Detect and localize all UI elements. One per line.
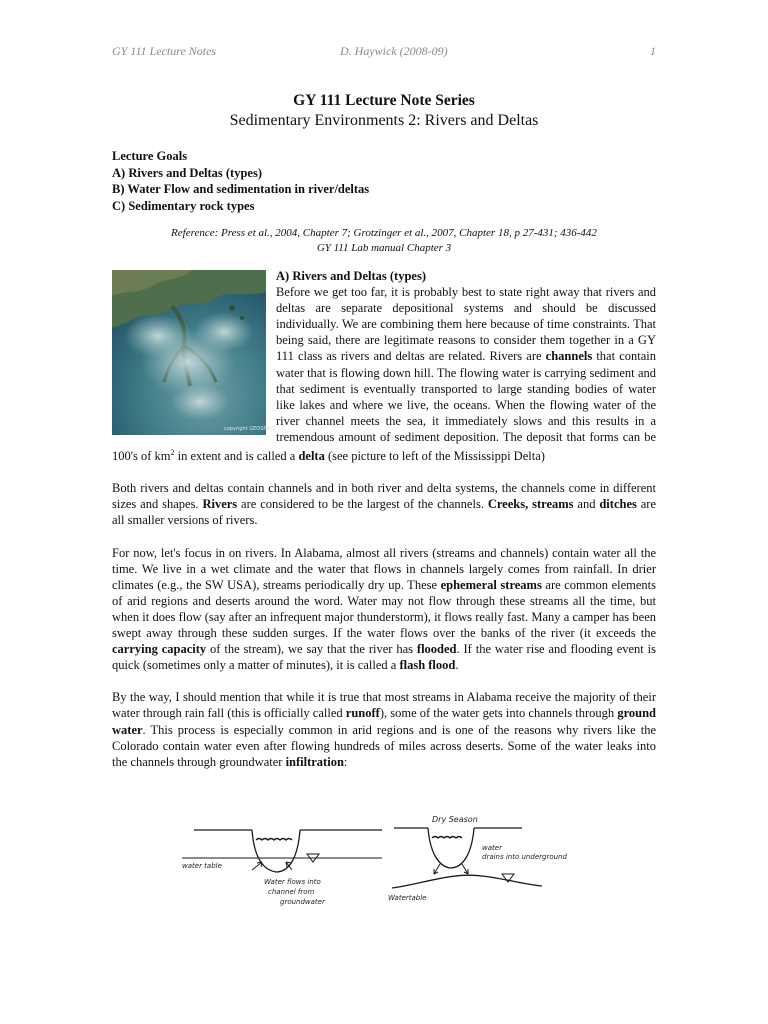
term-runoff: runoff xyxy=(345,706,380,721)
term-channels: channels xyxy=(545,349,593,364)
term-delta: delta xyxy=(298,449,325,464)
label-drain-1: water xyxy=(482,844,502,852)
running-header xyxy=(112,44,656,62)
text-run: (see picture to left of the Mississippi Delta) xyxy=(324,449,545,464)
goals-heading: Lecture Goals xyxy=(112,149,188,163)
label-flow-2: channel from xyxy=(268,888,315,896)
text-run: ), some of the water gets into channels through xyxy=(379,706,618,721)
text-run: . This process is especially common in arid regions and is one of the reasons why rivers like the Colorado contain water even after flowing hundreds of miles across deserts. Some of the water leaks into the channels through groundwater xyxy=(112,722,656,769)
term-ephemeral-streams: ephemeral streams xyxy=(440,577,542,592)
label-drain-2: drains into underground xyxy=(482,853,567,861)
mississippi-delta-satellite-image xyxy=(112,270,277,435)
page-title: GY 111 Lecture Note Series xyxy=(293,92,475,109)
reference-line: Reference: Press et al., 2004, Chapter 7; Grotzinger et al., 2007, Chapter 18, p 27-431; 436-442 xyxy=(171,227,597,239)
term-creeks-streams: Creeks, streams xyxy=(487,497,574,512)
paragraph-groundwater xyxy=(112,689,656,769)
label-flow-3: groundwater xyxy=(280,898,325,906)
page-subtitle: Sedimentary Environments 2: Rivers and Deltas xyxy=(229,112,539,129)
header-author: D. Haywick (2008-09) xyxy=(340,44,448,58)
label-water-table: water table xyxy=(182,862,222,870)
text-run: . If the water rise and flooding event is quick (sometimes only a matter of minutes), it is called a xyxy=(112,642,656,673)
term-infiltration: infiltration xyxy=(285,754,344,769)
superscript: 2 xyxy=(170,448,175,458)
header-course: GY 111 Lecture Notes xyxy=(112,44,217,58)
term-ground-water: ground water xyxy=(112,706,656,737)
reference-line: GY 111 Lab manual Chapter 3 xyxy=(316,242,452,254)
lecture-goals xyxy=(112,148,656,214)
goal-item: A) Rivers and Deltas (types) xyxy=(112,165,262,180)
text-run: By the way, I should mention that while it is true that most streams in Alabama receive the majority of their water through rain fall (this is officially called xyxy=(112,690,656,721)
infiltration-sketches xyxy=(182,812,602,922)
image-copyright: copyright GEOSPACE xyxy=(224,426,277,432)
text-run: that contain water that is flowing down hill. The flowing water is carrying sediment and that sediment is eventually transported to large standing bodies of water like lakes and where we live, the oceans. When the flowing water of the river channel meets the sea, it immediately slows and this results in a tremendous amount of sediment deposition. The deposit that forms can be 100's of km xyxy=(112,349,656,464)
text-run: of the stream), we say that the river has xyxy=(206,642,417,657)
label-dry-water-table: Watertable xyxy=(388,894,427,902)
term-flash-flood: flash flood xyxy=(399,658,456,673)
term-flooded: flooded xyxy=(416,642,457,657)
term-rivers: Rivers xyxy=(202,497,238,512)
text-run: Before we get too far, it is probably best to state right away that rivers and deltas are separate depositional systems and should be discussed individually. We are combining them here because of time constraints. That being said, there are legitimate reasons to consider them together in a GY 111 class as rivers and deltas are related. Rivers are xyxy=(276,285,656,364)
goal-item: B) Water Flow and sedimentation in river/deltas xyxy=(112,182,370,196)
text-run: For now, let's focus in on rivers. In Alabama, almost all rivers (streams and channels) contain water all the time. We live in a wet climate and the water that flows in channels largely comes from rainfall. In drier climates (e.g., the SW USA), streams periodically dry up. These xyxy=(112,545,656,592)
text-run: and xyxy=(573,497,600,512)
body-text xyxy=(112,268,656,786)
text-run: Both rivers and deltas contain channels and in both river and delta systems, the channels come in different sizes and shapes. xyxy=(112,481,656,512)
text-run: are considered to be the largest of the channels. xyxy=(237,497,488,512)
term-ditches: ditches xyxy=(599,497,637,512)
delta-image xyxy=(112,270,277,435)
text-run: in extent and is called a xyxy=(174,449,299,464)
section-heading: A) Rivers and Deltas (types) xyxy=(276,269,426,283)
label-dry-season: Dry Season xyxy=(432,815,478,824)
reference xyxy=(112,226,656,256)
label-flow-1: Water flows into xyxy=(264,878,321,886)
text-run: are common elements of arid regions and deserts around the word. Water may not flow through these streams all the time, but when it does flow (say after an infrequent major thunderstorm), it flows really fast. Many a camper has been swept away through these sudden surges. If the water flows over the banks of the river (it exceeds the xyxy=(112,577,656,641)
text-run: are all smaller versions of rivers. xyxy=(112,497,657,528)
text-run: . xyxy=(455,658,459,673)
paragraph-channels xyxy=(112,480,656,528)
term-carrying-capacity: carrying capacity xyxy=(112,642,207,657)
goal-item: C) Sedimentary rock types xyxy=(112,198,255,213)
paragraph-intro xyxy=(112,268,656,464)
text-run: : xyxy=(343,754,348,769)
header-page-number: 1 xyxy=(650,44,656,58)
title-block xyxy=(112,90,656,131)
paragraph-rivers xyxy=(112,545,656,674)
